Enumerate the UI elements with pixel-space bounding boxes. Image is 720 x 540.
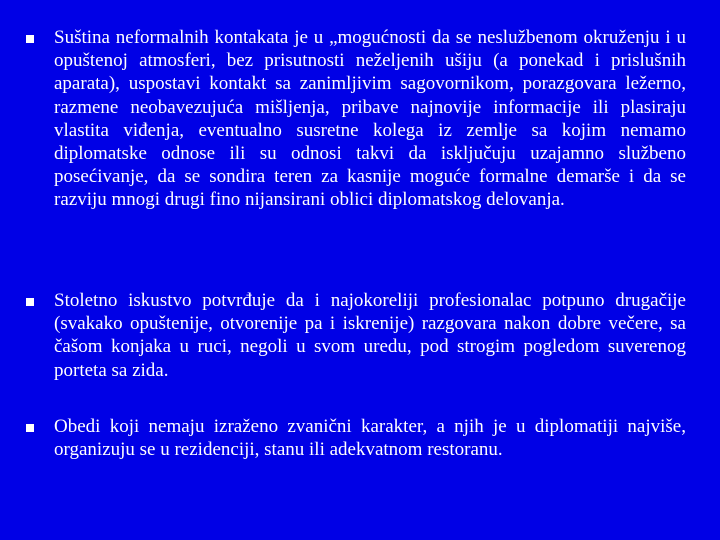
square-bullet-icon <box>26 35 34 43</box>
square-bullet-icon <box>26 298 34 306</box>
bullet-text: Stoletno iskustvo potvrđuje da i najokoreliji profesionalac potpuno drugačije (svakako opuštenije, otvorenije pa i iskrenije) razgovara nakon dobre večere, sa čašom konjaka u ruci, negoli u svom uredu, pod strogim pogledom suverenog porteta sa zida. <box>54 290 686 381</box>
bullet-text: Obedi koji nemaju izraženo zvanični karakter, a njih je u diplomatiji najviše, organizuju se u rezidenciji, stanu ili adekvatnom restoranu. <box>54 416 686 461</box>
bullet-text: Suština neformalnih kontakata je u „mogućnosti da se neslužbenom okruženju i u opuštenoj atmosferi, bez prisutnosti neželjenih ušiju (a ponekad i prislušnih aparata), uspostavi kontakt sa zanimljivim sagovornikom, porazgovara ležerno, razmene neobavezujuća mišljenja, pribave najnovije informacije ili plasiraju vlastita viđenja, eventualno susretne kolega iz zemlje sa kojim nemamo diplomatske odnose ili su odnosi takvi da isključuju uzajamno službeno posećivanje, da se sondira teren za kasnije moguće formalne demarše i da se razviju mnogi drugi fino nijansirani oblici diplomatskog delovanja. <box>54 27 686 211</box>
square-bullet-icon <box>26 424 34 432</box>
